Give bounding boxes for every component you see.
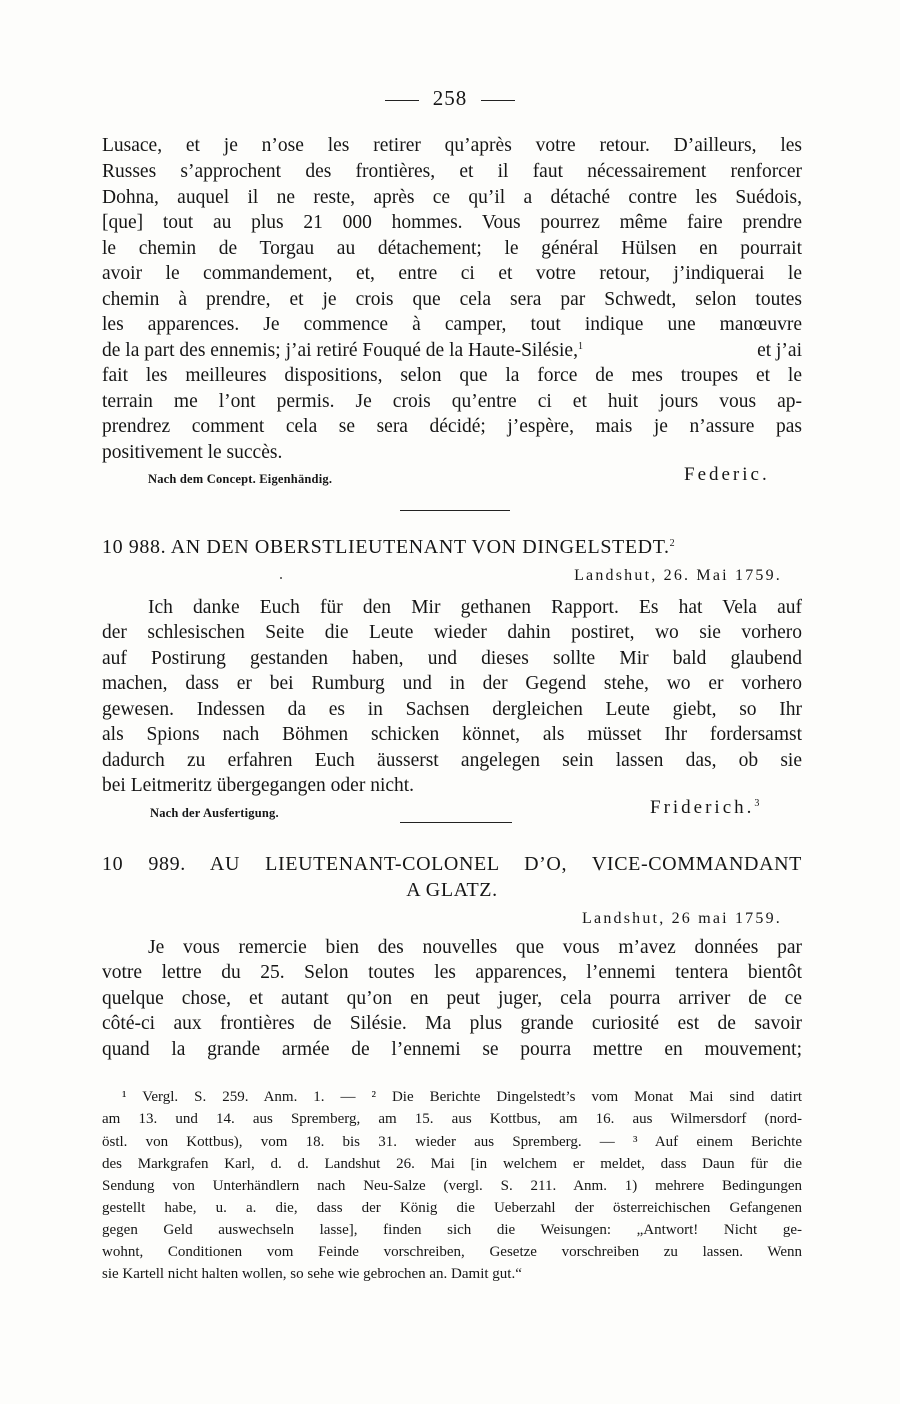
text-line: terrain me l’ont permis. Je crois qu’entre ci et huit jours vous ap-	[102, 391, 802, 412]
text-line: als Spions nach Böhmen schicken könnet, als müsset Ihr fordersamst	[102, 724, 802, 745]
text-line-tail: et j’ai	[757, 340, 802, 361]
text-line: dadurch zu erfahren Euch äusserst angelegen sein lassen das, ob sie	[102, 750, 802, 771]
footnote-line: sie Kartell nicht halten wollen, so sehe wie gebrochen an. Damit gut.“	[102, 1266, 522, 1282]
letter-heading-text: 10 988. AN DEN OBERSTLIEUTENANT VON DINGELSTEDT.	[102, 536, 670, 558]
text-line: fait les meilleures dispositions, selon que la force de mes troupes et le	[102, 365, 802, 386]
text-line: les apparences. Je commence à camper, tout indique une manœuvre	[102, 314, 802, 335]
dateline: Landshut, 26. Mai 1759.	[574, 567, 782, 584]
dateline: Landshut, 26 mai 1759.	[582, 910, 782, 927]
text-line: Lusace, et je n’ose les retirer qu’après votre retour. D’ailleurs, les	[102, 135, 802, 156]
print-speck	[280, 577, 282, 579]
text-line: côté-ci aux frontières de Silésie. Ma plus grande curiosité est de savoir	[102, 1013, 802, 1034]
text-line: machen, dass er bei Rumburg und in der Gegend stehe, wo er vorhero	[102, 673, 802, 694]
source-note: Nach der Ausfertigung.	[150, 806, 279, 820]
text-line: quelque chose, et autant qu’on en peut juger, cela pourra arriver de ce	[102, 988, 802, 1009]
page-number-dash-right	[481, 100, 515, 101]
page-number	[0, 86, 900, 111]
footnote-marker: 2	[669, 538, 676, 549]
text-line: Russes s’approchent des frontières, et il faut nécessairement renforcer	[102, 161, 802, 182]
text-line: prendrez comment cela se sera décidé; j’espère, mais je n’assure pas	[102, 416, 802, 437]
text-line: le chemin de Torgau au détachement; le général Hülsen en pourrait	[102, 238, 802, 259]
text-line: auf Postirung gestanden haben, und dieses sollte Mir bald glaubend	[102, 648, 802, 669]
text-line-first: Je vous remercie bien des nouvelles que vous m’avez données par	[148, 937, 802, 958]
footnote-line: gegen Geld auswechseln lasse], finden sich die Weisungen: „Antwort! Nicht ge-	[102, 1222, 802, 1238]
text-line: quand la grande armée de l’ennemi se pourra mettre en mouvement;	[102, 1039, 802, 1060]
text-line: Dohna, auquel il ne reste, après ce qu’il a détaché contre les Suédois,	[102, 187, 802, 208]
text-line: [que] tout au plus 21 000 hommes. Vous pourrez même faire prendre	[102, 212, 802, 233]
text-line-main: de la part des ennemis; j’ai retiré Fouqué de la Haute-Silésie,	[102, 340, 578, 361]
page-number-dash-left	[385, 100, 419, 101]
footnote-line: Sendung von Unterhändlern nach Neu-Salze (vergl. S. 211. Anm. 1) mehrere Bedingungen	[102, 1178, 802, 1194]
letter-heading	[102, 534, 792, 560]
section-divider	[400, 510, 510, 511]
footnote-line: gestellt habe, u. a. die, dass der König die Ueberzahl der österreichischen Gefangenen	[102, 1200, 802, 1216]
footnote-line: am 13. und 14. aus Spremberg, am 15. aus Kottbus, am 16. aus Wilmersdorf (nord-	[102, 1111, 802, 1127]
section-divider	[400, 822, 512, 823]
signature: Federic.	[684, 464, 770, 485]
footnote-line: wohnt, Conditionen vom Feinde vorschreiben, Gesetze vorschreiben zu lassen. Wenn	[102, 1244, 802, 1260]
page-number-text: 258	[432, 86, 468, 110]
signature	[650, 797, 762, 819]
text-line: gewesen. Indessen da es in Sachsen dergleichen Leute giebt, so Ihr	[102, 699, 802, 720]
text-line: chemin à prendre, et je crois que cela sera par Schwedt, selon toutes	[102, 289, 802, 310]
signature-text: Friderich.	[650, 797, 755, 818]
text-line: avoir le commandement, et, entre ci et votre retour, j’indiquerai le	[102, 263, 802, 284]
text-line-with-note	[102, 338, 802, 364]
text-line: bei Leitmeritz übergegangen oder nicht.	[102, 775, 415, 796]
footnote-line: ¹ Vergl. S. 259. Anm. 1. — ² Die Berichte Dingelstedt’s vom Monat Mai sind datirt	[122, 1089, 802, 1105]
text-line: votre lettre du 25. Selon toutes les apparences, l’ennemi tentera bientôt	[102, 962, 802, 983]
footnote-marker: 1	[577, 341, 583, 352]
text-line: positivement le succès.	[102, 442, 283, 463]
footnote-line: des Markgrafen Karl, d. d. Landshut 26. Mai [in welchem er meldet, dass Daun für die	[102, 1156, 802, 1172]
footnote-line: östl. von Kottbus), vom 18. bis 31. wieder aus Spremberg. — ³ Auf einem Berichte	[102, 1134, 802, 1150]
letter-heading: 10 989. AU LIEUTENANT-COLONEL D’O, VICE-COMMANDANT	[102, 853, 802, 875]
footnote-marker: 3	[754, 798, 763, 809]
letter-heading-cont: A GLATZ.	[406, 879, 498, 901]
text-line: der schlesischen Seite die Leute wieder dahin postiret, wo sie vorhero	[102, 622, 802, 643]
source-note: Nach dem Concept. Eigenhändig.	[148, 472, 333, 486]
text-line-first: Ich danke Euch für den Mir gethanen Rapport. Es hat Vela auf	[148, 597, 802, 618]
